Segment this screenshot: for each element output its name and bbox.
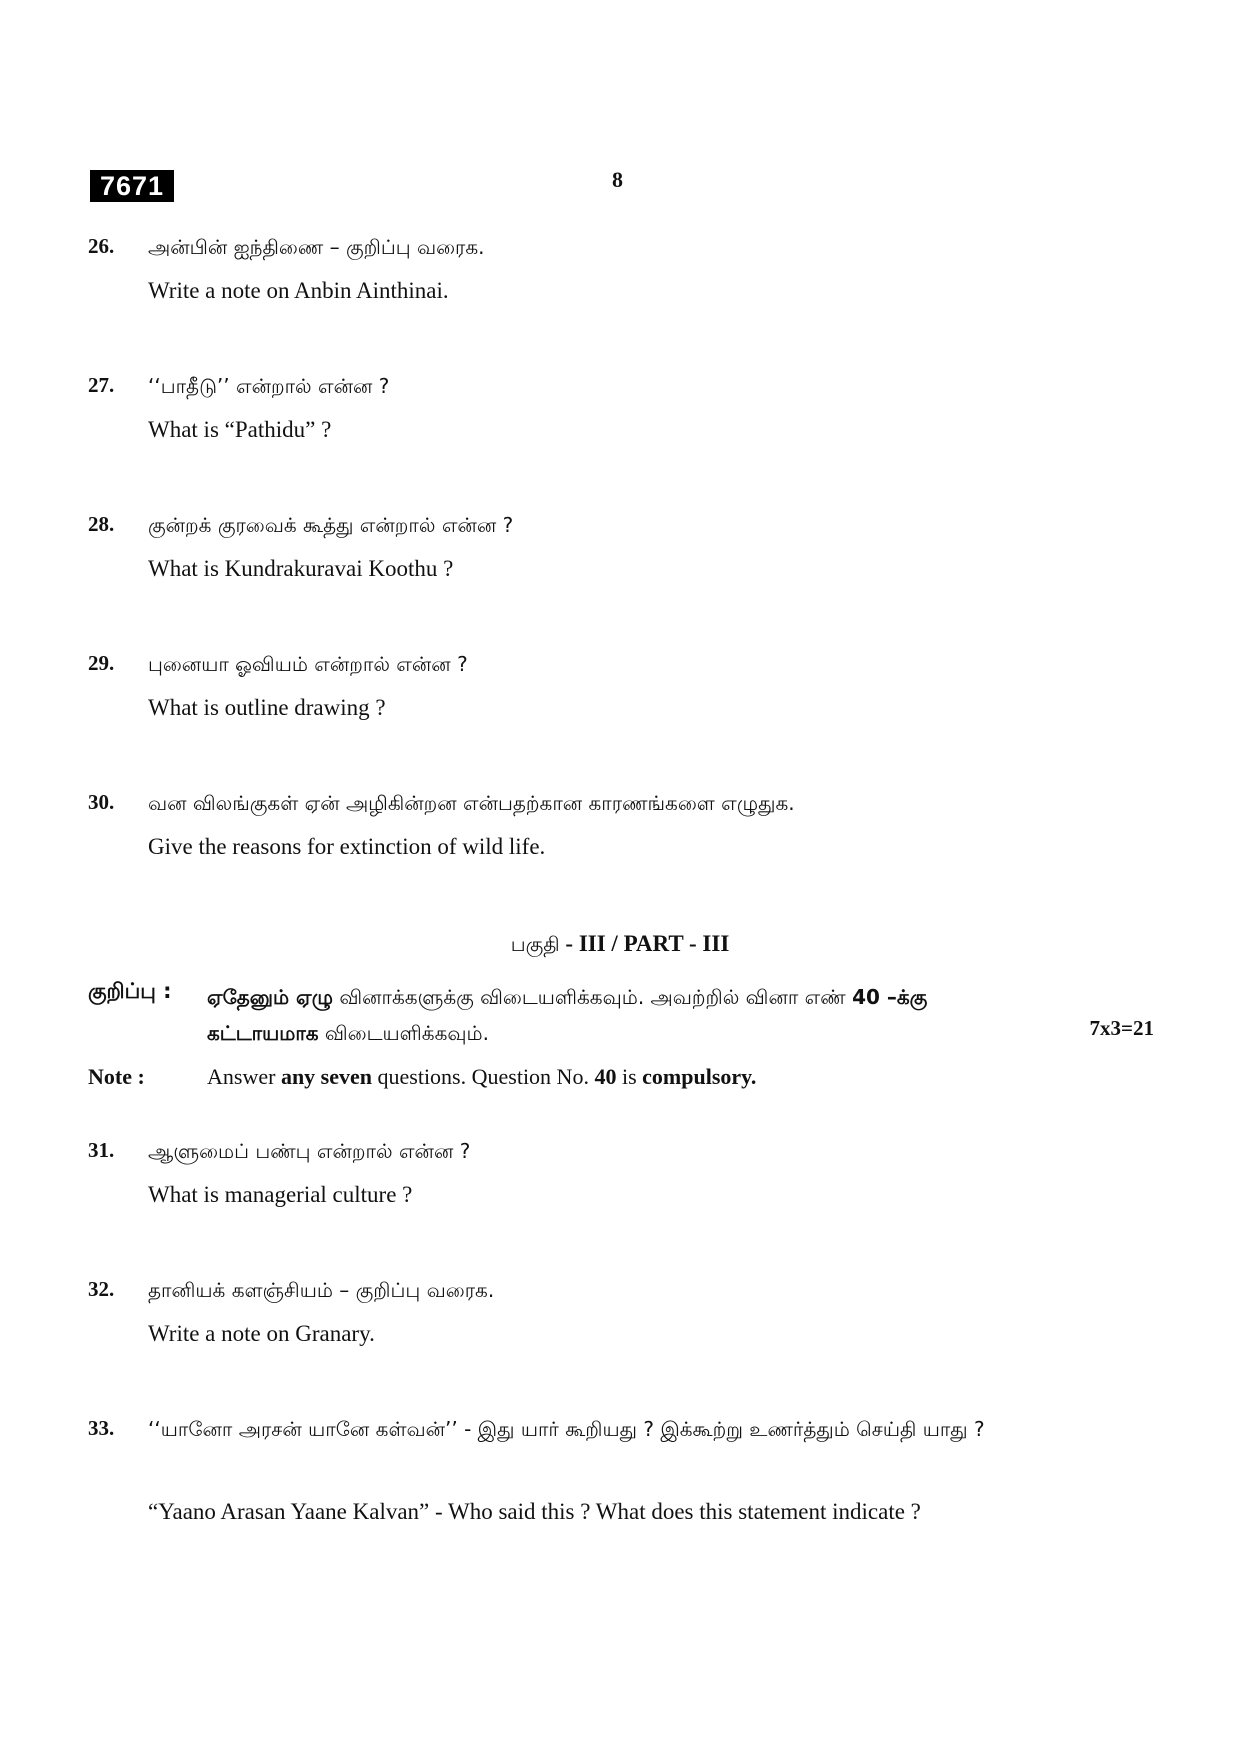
question-text-tamil: ஆளுமைப் பண்பு என்றால் என்ன ? xyxy=(148,1139,471,1163)
question-number: 33. xyxy=(88,1416,115,1440)
question-text-tamil: வன விலங்குகள் ஏன் அழிகின்றன என்பதற்கான காரணங்களை எழுதுக. xyxy=(148,791,795,815)
note-text-tamil: ஏதேனும் ஏழு வினாக்களுக்கு விடையளிக்கவும். அவற்றில் வினா எண் 40 –க்கு கட்டாயமாக விடையளிக்கவும். xyxy=(207,985,928,1045)
question-text-tamil: தானியக் களஞ்சியம் – குறிப்பு வரைக. xyxy=(148,1278,495,1302)
note-emphasis: ஏதேனும் ஏழு xyxy=(207,985,333,1009)
question-text-english: What is outline drawing ? xyxy=(148,695,386,720)
question-text-english: Give the reasons for extinction of wild life. xyxy=(148,834,546,859)
question-text-english: Write a note on Granary. xyxy=(148,1321,375,1346)
question-text-tamil: அன்பின் ஐந்திணை – குறிப்பு வரைக. xyxy=(148,235,485,259)
question-number: 28. xyxy=(88,512,115,536)
note-emphasis: any seven xyxy=(280,1064,372,1089)
page-number: 8 xyxy=(612,167,623,192)
paper-code-badge: 7671 xyxy=(90,170,174,202)
question-text-tamil: புனையா ஓவியம் என்றால் என்ன ? xyxy=(148,652,468,676)
question-number: 31. xyxy=(88,1138,115,1162)
part-heading-tamil: பகுதி xyxy=(510,932,560,956)
note-text-english: Answer any seven questions. Question No. 40 is compulsory. xyxy=(207,1064,757,1089)
note-emphasis: கட்டாயமாக xyxy=(207,1021,319,1045)
question-number: 29. xyxy=(88,651,115,675)
note-emphasis: compulsory. xyxy=(642,1064,757,1089)
question-text-english: Write a note on Anbin Ainthinai. xyxy=(148,278,449,303)
note-label-english: Note : xyxy=(88,1064,145,1089)
note-emphasis: 40 xyxy=(594,1064,617,1089)
marks-allocation: 7x3=21 xyxy=(1089,1016,1154,1040)
question-number: 32. xyxy=(88,1277,115,1301)
question-number: 30. xyxy=(88,790,115,814)
question-text-english: What is managerial culture ? xyxy=(148,1182,413,1207)
note-label-tamil: குறிப்பு : xyxy=(88,979,172,1003)
part-heading xyxy=(0,931,1240,959)
part-heading-english: - III / PART - III xyxy=(565,931,730,956)
question-text-english: “Yaano Arasan Yaane Kalvan” - Who said this ? What does this statement indicate ? xyxy=(148,1499,921,1524)
question-text-tamil: ‘‘பாதீடு’’ என்றால் என்ன ? xyxy=(148,374,390,398)
question-number: 27. xyxy=(88,373,115,397)
question-text-tamil: குன்றக் குரவைக் கூத்து என்றால் என்ன ? xyxy=(148,513,514,537)
question-number: 26. xyxy=(88,234,115,258)
note-emphasis: 40 –க்கு xyxy=(852,985,928,1009)
question-text-english: What is Kundrakuravai Koothu ? xyxy=(148,556,454,581)
question-text-tamil: ‘‘யானோ அரசன் யானே கள்வன்’’ - இது யார் கூறியது ? இக்கூற்று உணர்த்தும் செய்தி யாது ? xyxy=(148,1417,985,1441)
question-text-english: What is “Pathidu” ? xyxy=(148,417,332,442)
